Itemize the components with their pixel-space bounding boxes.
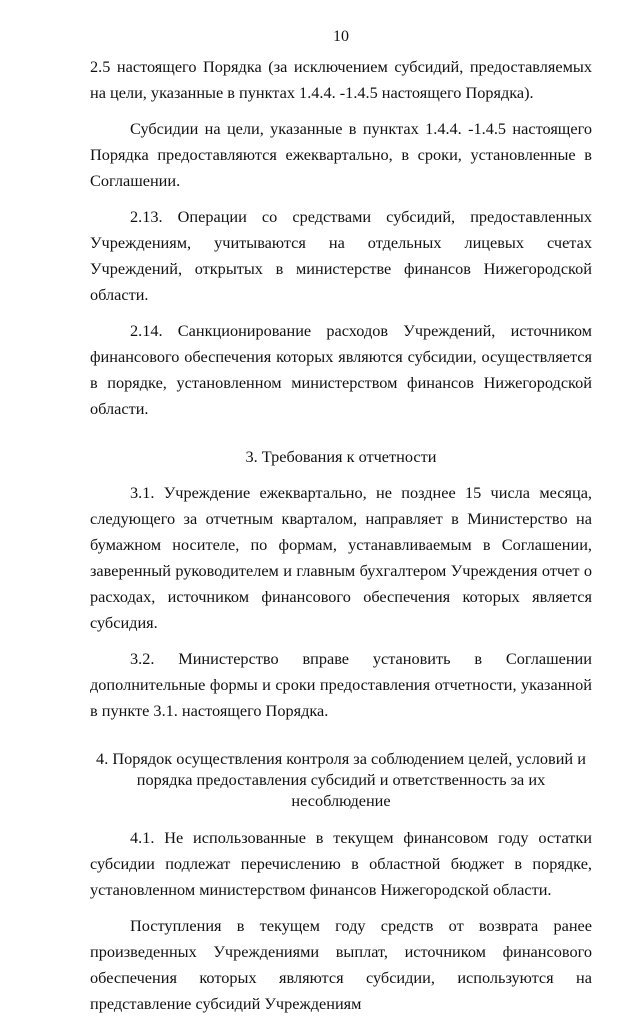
paragraph-3-1: 3.1. Учреждение ежеквартально, не позднее 15 числа месяца, следующего за отчетным кварталом, направляет в Министерство на бумажном носителе, по формам, устанавливаемым в Соглашении, заверенный руководителем и главным бухгалтером Учреждения отчет о расходах, источником финансового обеспечения которых является субсидия. [90,483,592,632]
section-4-heading-line-2: порядка предоставления субсидий и ответственность за их несоблюдение [136,770,546,810]
paragraph-2-14: 2.14. Санкционирование расходов Учреждений, источником финансового обеспечения которых являются субсидии, осуществляется в порядке, установленном министерством финансов Нижегородской области. [90,321,592,418]
paragraph-returns: Поступления в текущем году средств от возврата ранее произведенных Учреждениями выплат, источником финансового обеспечения которых являются субсидии, используются на представление субсидий Учреждениям [90,916,592,1013]
section-4-heading-line-1: 4. Порядок осуществления контроля за соблюдением целей, условий и [96,749,586,768]
section-3-heading: 3. Требования к отчетности [245,447,437,466]
page-number: 10 [333,28,349,45]
paragraph-2-13: 2.13. Операции со средствами субсидий, предоставленных Учреждениям, учитываются на отдельных лицевых счетах Учреждений, открытых в министерстве финансов Нижегородской области. [90,207,592,304]
paragraph-subsidies-quarterly: Субсидии на цели, указанные в пунктах 1.4.4. -1.4.5 настоящего Порядка предоставляются ежеквартально, в сроки, установленные в Соглашении. [90,119,592,190]
paragraph-4-1: 4.1. Не использованные в текущем финансовом году остатки субсидии подлежат перечислению в областной бюджет в порядке, установленном министерством финансов Нижегородской области. [90,828,592,899]
paragraph-continuation: 2.5 настоящего Порядка (за исключением субсидий, предоставляемых на цели, указанные в пунктах 1.4.4. -1.4.5 настоящего Порядка). [90,57,592,102]
paragraph-3-2: 3.2. Министерство вправе установить в Соглашении дополнительные формы и сроки предоставления отчетности, указанной в пункте 3.1. настоящего Порядка. [90,649,592,720]
section-4-heading [90,748,592,811]
